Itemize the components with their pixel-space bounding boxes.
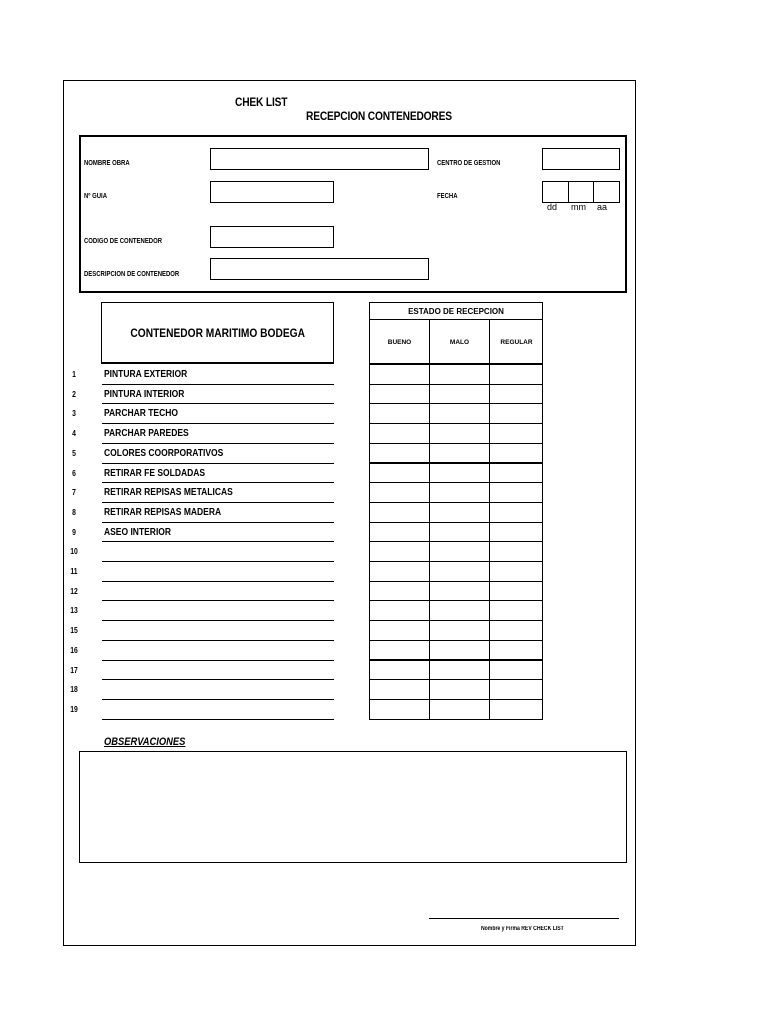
item-number: 15 <box>70 626 78 636</box>
estado-cell-bueno[interactable] <box>369 600 430 621</box>
item-label: COLORES COORPORATIVOS <box>104 447 224 459</box>
item-underline <box>102 581 334 582</box>
item-label: ASEO INTERIOR <box>104 526 172 538</box>
estado-cell-malo[interactable] <box>429 522 490 543</box>
signature-caption: Nombre y Firma REV CHECK LIST <box>481 926 564 932</box>
fecha-year-field[interactable] <box>593 181 620 203</box>
guia-label: Nº GUIA <box>84 193 108 200</box>
item-underline <box>102 443 334 444</box>
estado-cell-regular[interactable] <box>489 384 543 405</box>
estado-cell-bueno[interactable] <box>369 482 430 503</box>
item-underline <box>102 719 334 720</box>
item-number: 4 <box>72 429 76 439</box>
fecha-label: FECHA <box>437 193 458 200</box>
item-underline <box>102 640 334 641</box>
item-underline <box>102 561 334 562</box>
estado-cell-bueno[interactable] <box>369 561 430 582</box>
nombre-obra-field[interactable] <box>210 148 429 170</box>
container-type-label: CONTENEDOR MARITIMO BODEGA <box>130 325 305 340</box>
fecha-mm-hint: mm <box>571 202 586 212</box>
estado-cell-regular[interactable] <box>489 403 543 424</box>
estado-cell-regular[interactable] <box>489 679 543 700</box>
item-number: 16 <box>70 645 78 655</box>
item-underline <box>102 541 334 542</box>
item-underline <box>102 699 334 700</box>
centro-gestion-field[interactable] <box>542 148 620 170</box>
item-number: 17 <box>70 665 78 675</box>
estado-cell-malo[interactable] <box>429 561 490 582</box>
estado-cell-regular[interactable] <box>489 502 543 523</box>
fecha-month-field[interactable] <box>568 181 594 203</box>
item-underline <box>102 660 334 661</box>
item-label: PARCHAR TECHO <box>104 408 178 420</box>
descripcion-contenedor-field[interactable] <box>210 258 429 280</box>
fecha-dd-hint: dd <box>547 202 558 212</box>
document-subtitle: RECEPCION CONTENEDORES <box>306 109 452 123</box>
estado-cell-malo[interactable] <box>429 364 490 385</box>
observaciones-label: OBSERVACIONES <box>104 736 186 748</box>
estado-cell-bueno[interactable] <box>369 581 430 602</box>
estado-cell-regular[interactable] <box>489 541 543 562</box>
estado-col-malo: MALO <box>430 320 490 364</box>
estado-cell-bueno[interactable] <box>369 364 430 385</box>
estado-cell-malo[interactable] <box>429 620 490 641</box>
nombre-obra-label: NOMBRE OBRA <box>84 160 130 167</box>
estado-cell-bueno[interactable] <box>369 384 430 405</box>
estado-cell-malo[interactable] <box>429 541 490 562</box>
estado-header <box>369 302 543 364</box>
estado-cell-bueno[interactable] <box>369 443 430 464</box>
item-number: 8 <box>72 507 76 517</box>
item-underline <box>102 522 334 523</box>
item-number: 13 <box>70 606 78 616</box>
item-number: 10 <box>70 547 78 557</box>
item-label: RETIRAR REPISAS MADERA <box>104 506 222 518</box>
descripcion-contenedor-label: DESCRIPCION DE CONTENEDOR <box>84 271 180 278</box>
item-underline <box>102 482 334 483</box>
item-number: 1 <box>72 370 76 379</box>
estado-cell-malo[interactable] <box>429 660 490 681</box>
item-label: PARCHAR PAREDES <box>104 428 189 440</box>
document-title: CHEK LIST <box>235 95 288 109</box>
item-underline <box>102 600 334 601</box>
estado-cell-malo[interactable] <box>429 502 490 523</box>
estado-title: ESTADO DE RECEPCION <box>370 303 542 320</box>
observaciones-box[interactable] <box>79 751 627 863</box>
fecha-aa-hint: aa <box>597 202 608 212</box>
item-number: 12 <box>70 586 78 596</box>
estado-cell-malo[interactable] <box>429 699 490 720</box>
item-label: RETIRAR REPISAS METALICAS <box>104 487 233 499</box>
item-number: 11 <box>70 567 78 576</box>
item-label: RETIRAR FE SOLDADAS <box>104 467 206 479</box>
estado-cell-malo[interactable] <box>429 640 490 661</box>
estado-cell-regular[interactable] <box>489 364 543 385</box>
estado-cell-malo[interactable] <box>429 423 490 444</box>
estado-cell-bueno[interactable] <box>369 620 430 641</box>
estado-cell-malo[interactable] <box>429 482 490 503</box>
estado-cell-regular[interactable] <box>489 482 543 503</box>
item-number: 6 <box>72 468 76 478</box>
estado-cell-malo[interactable] <box>429 384 490 405</box>
item-number: 2 <box>72 389 76 399</box>
estado-cell-regular[interactable] <box>489 699 543 720</box>
signature-line <box>429 918 619 919</box>
estado-col-regular: REGULAR <box>500 338 533 346</box>
estado-cell-bueno[interactable] <box>369 403 430 424</box>
fecha-day-field[interactable] <box>542 181 569 203</box>
estado-cell-bueno[interactable] <box>369 679 430 700</box>
estado-cell-regular[interactable] <box>489 443 543 464</box>
estado-cell-regular[interactable] <box>489 522 543 543</box>
estado-cell-bueno[interactable] <box>369 660 430 681</box>
item-underline <box>102 620 334 621</box>
item-underline <box>102 502 334 503</box>
estado-col-bueno: BUENO <box>370 320 430 364</box>
estado-cell-bueno[interactable] <box>369 423 430 444</box>
estado-cell-regular[interactable] <box>489 660 543 681</box>
estado-cell-bueno[interactable] <box>369 502 430 523</box>
item-label: PINTURA EXTERIOR <box>104 369 188 380</box>
item-underline <box>102 384 334 385</box>
item-underline <box>102 679 334 680</box>
item-underline <box>102 463 334 464</box>
estado-cell-malo[interactable] <box>429 463 490 484</box>
estado-cell-regular[interactable] <box>489 463 543 484</box>
item-underline <box>102 423 334 424</box>
centro-gestion-label: CENTRO DE GESTION <box>437 160 501 167</box>
estado-cell-regular[interactable] <box>489 423 543 444</box>
item-number: 19 <box>70 704 78 714</box>
item-number: 5 <box>72 448 76 458</box>
codigo-contenedor-label: CODIGO DE CONTENEDOR <box>84 238 163 245</box>
item-underline <box>102 403 334 404</box>
codigo-contenedor-field[interactable] <box>210 226 334 248</box>
estado-cell-malo[interactable] <box>429 679 490 700</box>
estado-cell-bueno[interactable] <box>369 699 430 720</box>
item-number: 18 <box>70 685 78 695</box>
item-number: 9 <box>72 527 76 537</box>
estado-cell-malo[interactable] <box>429 581 490 602</box>
estado-cell-malo[interactable] <box>429 600 490 621</box>
estado-cell-bueno[interactable] <box>369 541 430 562</box>
container-type-box <box>101 302 334 364</box>
item-number: 7 <box>72 488 76 498</box>
item-label: PINTURA INTERIOR <box>104 388 185 400</box>
estado-cell-regular[interactable] <box>489 640 543 661</box>
item-number: 3 <box>72 409 76 419</box>
estado-cell-bueno[interactable] <box>369 463 430 484</box>
estado-cell-regular[interactable] <box>489 561 543 582</box>
estado-cell-regular[interactable] <box>489 581 543 602</box>
estado-cell-bueno[interactable] <box>369 522 430 543</box>
estado-cell-regular[interactable] <box>489 600 543 621</box>
estado-cell-malo[interactable] <box>429 443 490 464</box>
estado-cell-malo[interactable] <box>429 403 490 424</box>
guia-field[interactable] <box>210 181 334 203</box>
estado-cell-bueno[interactable] <box>369 640 430 661</box>
estado-cell-regular[interactable] <box>489 620 543 641</box>
